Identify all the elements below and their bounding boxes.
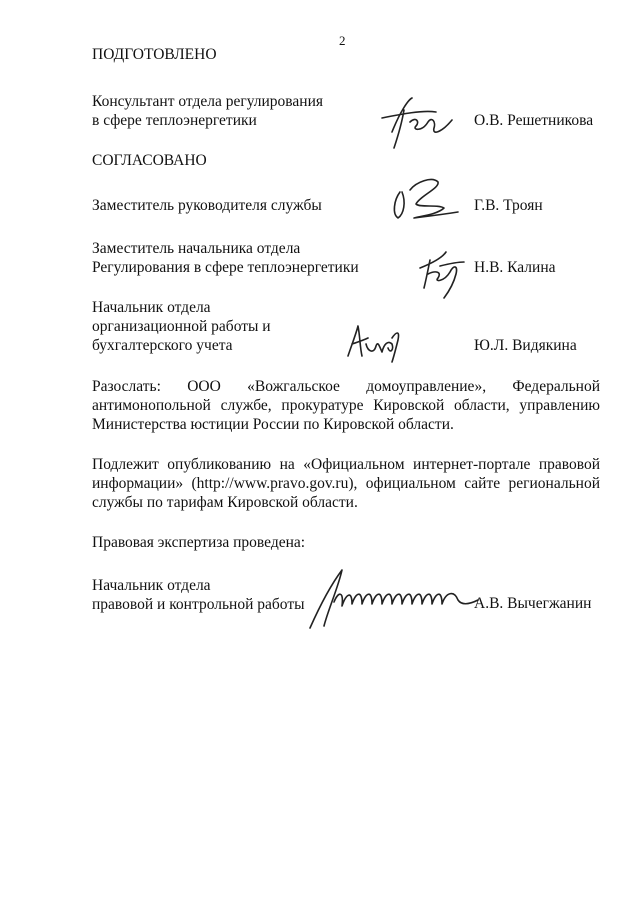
signature-kalina xyxy=(414,246,470,302)
signature-vychegzhanin xyxy=(306,566,482,636)
signer-3-position xyxy=(92,298,271,355)
legal-review-name: А.В. Вычегжанин xyxy=(474,595,592,612)
signer-2-name: Н.В. Калина xyxy=(474,259,556,276)
agreed-heading: СОГЛАСОВАНО xyxy=(92,152,207,169)
signer-3-name: Ю.Л. Видякина xyxy=(474,337,577,354)
position-line: Начальник отдела xyxy=(92,299,211,316)
position-line: Консультант отдела регулирования xyxy=(92,93,324,110)
prepared-position xyxy=(92,92,323,130)
signer-2-position xyxy=(92,239,359,277)
position-line: организационной работы и xyxy=(92,318,271,335)
page-number: 2 xyxy=(339,33,346,48)
publication-note: Подлежит опубликованию на «Официальном интернет-портале правовой информации» (http://www.pravo.gov.ru), официальном сайте региональной службы по тарифам Кировской области. xyxy=(92,456,600,511)
position-line: правовой и контрольной работы xyxy=(92,596,305,613)
legal-review-statement: Правовая экспертиза проведена: xyxy=(92,534,306,551)
position-line: Заместитель руководителя службы xyxy=(92,197,322,214)
position-line: Заместитель начальника отдела xyxy=(92,240,301,257)
legal-review-position xyxy=(92,576,305,614)
signature-vidyakina xyxy=(342,318,404,364)
prepared-heading: ПОДГОТОВЛЕНО xyxy=(92,46,217,63)
position-line: Регулирования в сфере теплоэнергетики xyxy=(92,259,359,276)
position-line: в сфере теплоэнергетики xyxy=(92,112,257,129)
prepared-name: О.В. Решетникова xyxy=(474,112,594,129)
position-line: Начальник отдела xyxy=(92,577,211,594)
signer-1-position xyxy=(92,196,322,215)
signature-reshetnikova xyxy=(372,92,462,152)
distribution-list: Разослать: ООО «Вожгальское домоуправление», Федеральной антимонопольной службе, прокуратуре Кировской области, управлению Министерства юстиции России по Кировской области. xyxy=(92,378,600,433)
signer-1-name: Г.В. Троян xyxy=(474,197,543,214)
position-line: бухгалтерского учета xyxy=(92,337,233,354)
signature-troyan xyxy=(386,174,466,230)
